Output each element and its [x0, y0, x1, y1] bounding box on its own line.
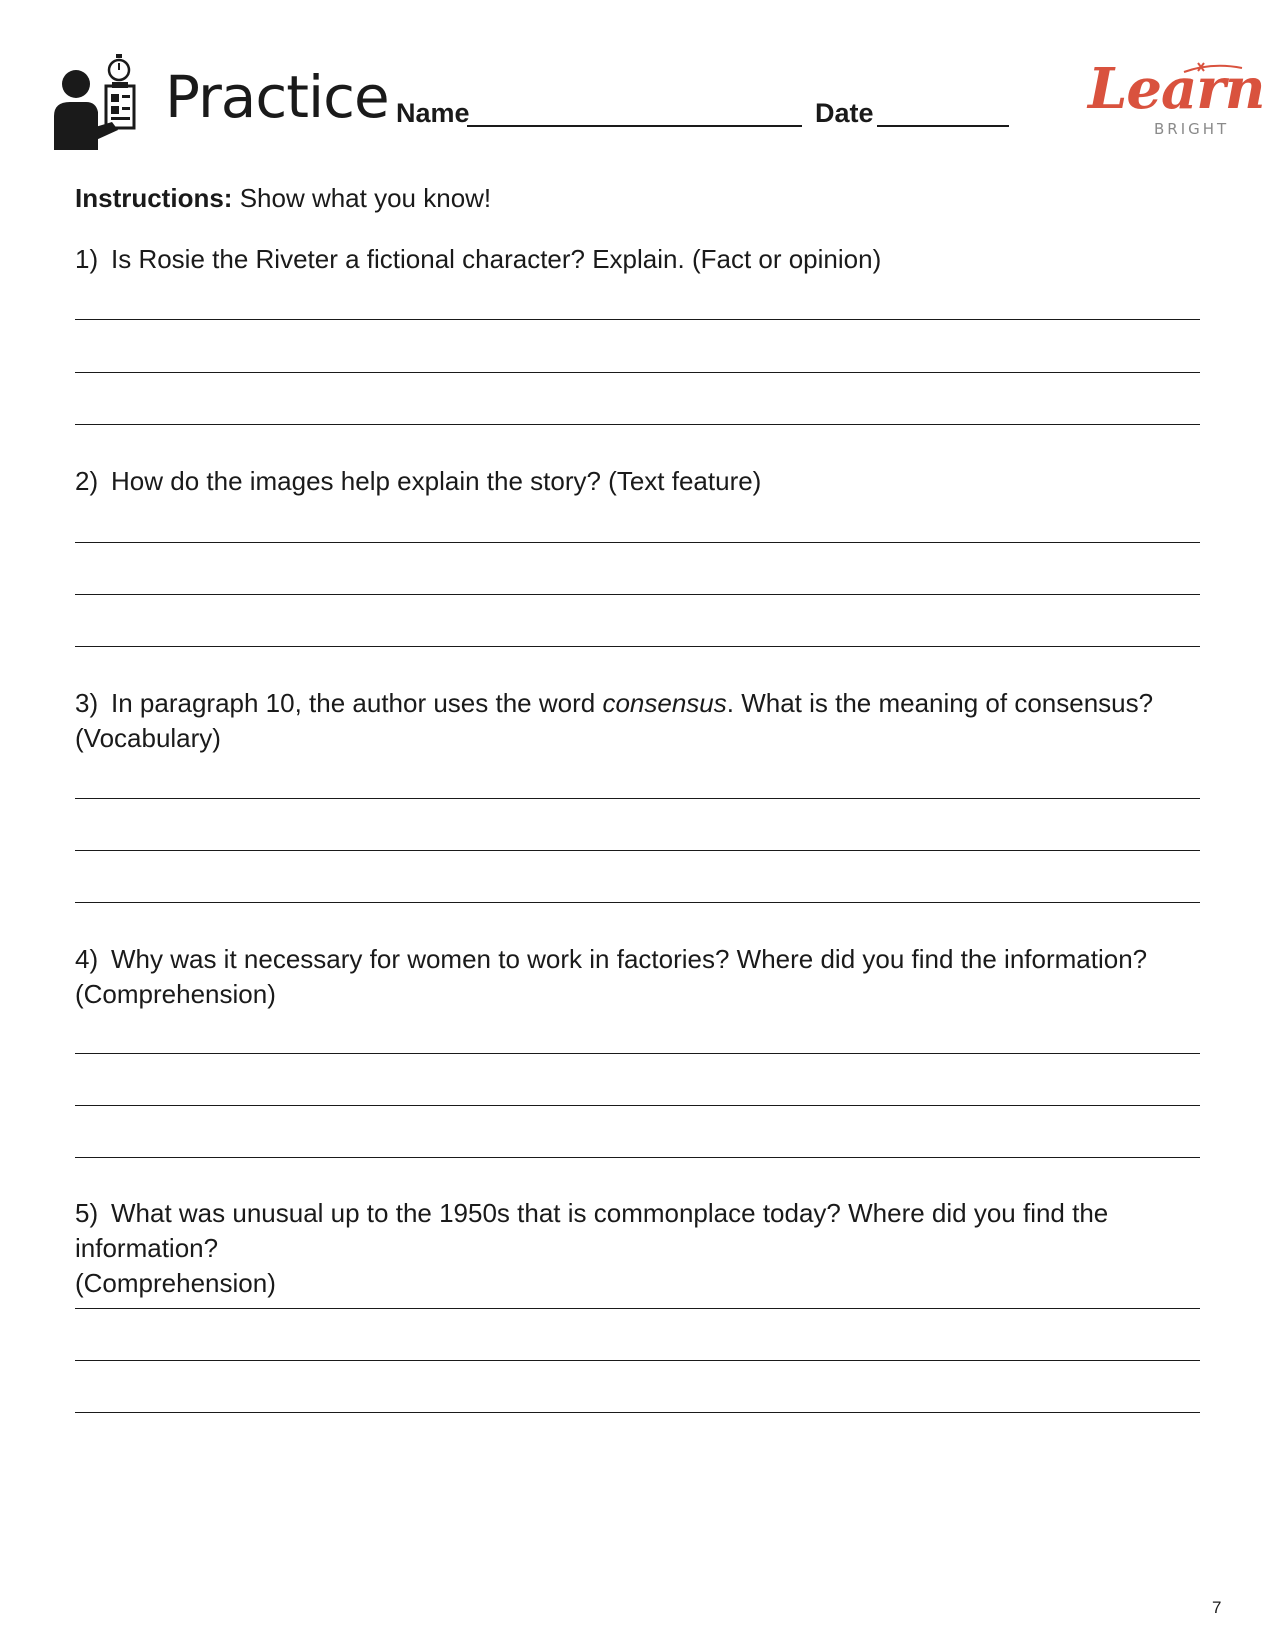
answer-line[interactable] [75, 1053, 1200, 1054]
question-text: Why was it necessary for women to work in factories? Where did you find the information? [111, 944, 1148, 974]
question-number: 1) [75, 244, 99, 274]
instructions-text: Show what you know! [239, 183, 492, 213]
question-5 [75, 1196, 1215, 1301]
question-category: (Comprehension) [75, 1268, 276, 1298]
page-title: Practice [165, 63, 389, 131]
question-category: (Comprehension) [75, 979, 276, 1009]
question-4 [75, 942, 1215, 1012]
answer-line[interactable] [75, 1157, 1200, 1158]
question-number: 4) [75, 944, 99, 974]
answer-line[interactable] [75, 850, 1200, 851]
answer-line[interactable] [75, 424, 1200, 425]
question-category: (Vocabulary) [75, 723, 221, 753]
answer-line[interactable] [75, 372, 1200, 373]
logo-subtitle: BRIGHT [1154, 120, 1230, 138]
question-text: What was unusual up to the 1950s that is commonplace today? Where did you find the information? [75, 1198, 1109, 1263]
answer-line[interactable] [75, 646, 1200, 647]
name-label: Name [396, 98, 470, 128]
question-text: In paragraph 10, the author uses the word [111, 688, 603, 718]
answer-line[interactable] [75, 798, 1200, 799]
vocabulary-word: consensus [602, 688, 727, 718]
question-number: 3) [75, 688, 99, 718]
name-field[interactable] [467, 125, 802, 127]
question-2 [75, 464, 1215, 499]
date-label: Date [815, 98, 874, 128]
page-number: 7 [1212, 1598, 1222, 1617]
logo-wordmark: Learn [1088, 56, 1265, 122]
question-text: How do the images help explain the story? (Text feature) [111, 466, 762, 496]
answer-line[interactable] [75, 594, 1200, 595]
question-1 [75, 242, 1215, 277]
answer-line[interactable] [75, 1308, 1200, 1309]
question-text: Is Rosie the Riveter a fictional character? Explain. (Fact or opinion) [111, 244, 882, 274]
answer-line[interactable] [75, 1412, 1200, 1413]
learn-bright-logo [1082, 56, 1265, 146]
question-number: 2) [75, 466, 99, 496]
student-checklist-icon [52, 50, 142, 158]
answer-line[interactable] [75, 902, 1200, 903]
answer-line[interactable] [75, 1360, 1200, 1361]
question-3 [75, 686, 1215, 756]
instructions [75, 181, 491, 215]
answer-line[interactable] [75, 542, 1200, 543]
instructions-label: Instructions: [75, 183, 233, 213]
question-text-continued: . What is the meaning of consensus? [726, 688, 1154, 718]
question-number: 5) [75, 1198, 99, 1228]
answer-line[interactable] [75, 319, 1200, 320]
answer-line[interactable] [75, 1105, 1200, 1106]
date-field[interactable] [877, 125, 1009, 127]
